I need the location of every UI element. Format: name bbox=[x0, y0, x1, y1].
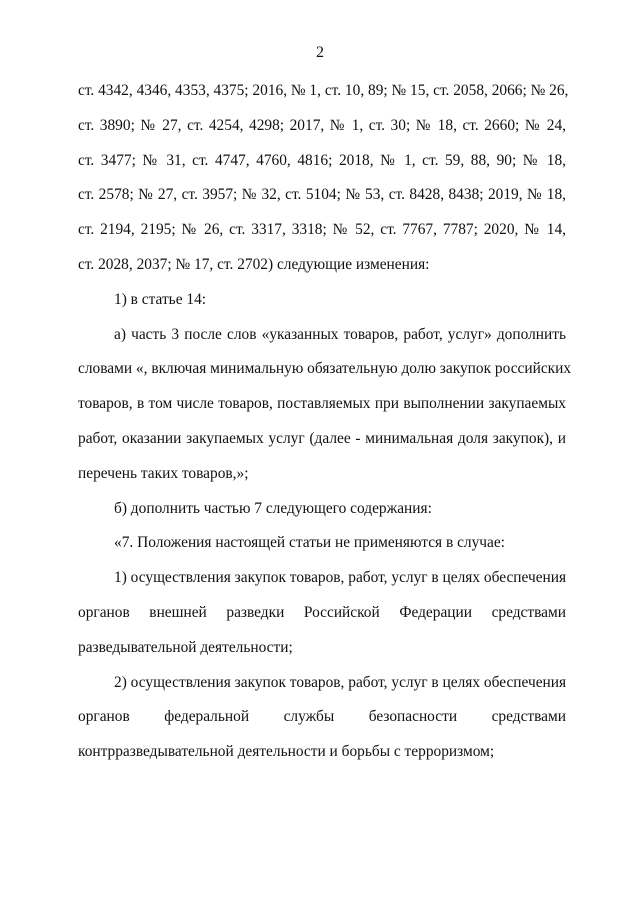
document-body bbox=[78, 74, 572, 770]
text-line: ст. 2028, 2037; № 17, ст. 2702) следующие изменения: bbox=[78, 255, 430, 273]
text-line: словами «, включая минимальную обязательную долю закупок российских bbox=[78, 360, 572, 378]
text-line: 1) осуществления закупок товаров, работ, услуг в целях обеспечения bbox=[114, 569, 567, 587]
text-line: товаров, в том числе товаров, поставляемых при выполнении закупаемых bbox=[78, 395, 566, 413]
text-line: б) дополнить частью 7 следующего содержания: bbox=[114, 499, 432, 517]
text-line: ст. 2194, 2195; № 26, ст. 3317, 3318; № 52, ст. 7767, 7787; 2020, № 14, bbox=[78, 221, 566, 239]
text-line: ст. 3890; № 27, ст. 4254, 4298; 2017, № 1, ст. 30; № 18, ст. 2660; № 24, bbox=[78, 116, 566, 134]
text-line: работ, оказании закупаемых услуг (далее - минимальная доля закупок), и bbox=[78, 429, 566, 447]
text-line: органов федеральной службы безопасности средствами bbox=[78, 708, 566, 726]
text-line: разведывательной деятельности; bbox=[78, 638, 293, 656]
text-line: перечень таких товаров,»; bbox=[78, 464, 249, 482]
text-line: «7. Положения настоящей статьи не применяются в случае: bbox=[114, 534, 505, 552]
text-line: ст. 3477; № 31, ст. 4747, 4760, 4816; 2018, № 1, ст. 59, 88, 90; № 18, bbox=[78, 151, 566, 169]
text-line: а) часть 3 после слов «указанных товаров, работ, услуг» дополнить bbox=[114, 325, 566, 343]
text-line: ст. 4342, 4346, 4353, 4375; 2016, № 1, ст. 10, 89; № 15, ст. 2058, 2066; № 26, bbox=[78, 82, 569, 99]
text-line: ст. 2578; № 27, ст. 3957; № 32, ст. 5104; № 53, ст. 8428, 8438; 2019, № 18, bbox=[78, 186, 566, 204]
text-line: контрразведывательной деятельности и борьбы с терроризмом; bbox=[78, 743, 495, 761]
text-line: 1) в статье 14: bbox=[114, 290, 207, 308]
page-number: 2 bbox=[316, 44, 324, 61]
text-line: органов внешней разведки Российской Федерации средствами bbox=[78, 603, 566, 621]
text-line: 2) осуществления закупок товаров, работ, услуг в целях обеспечения bbox=[114, 673, 567, 691]
